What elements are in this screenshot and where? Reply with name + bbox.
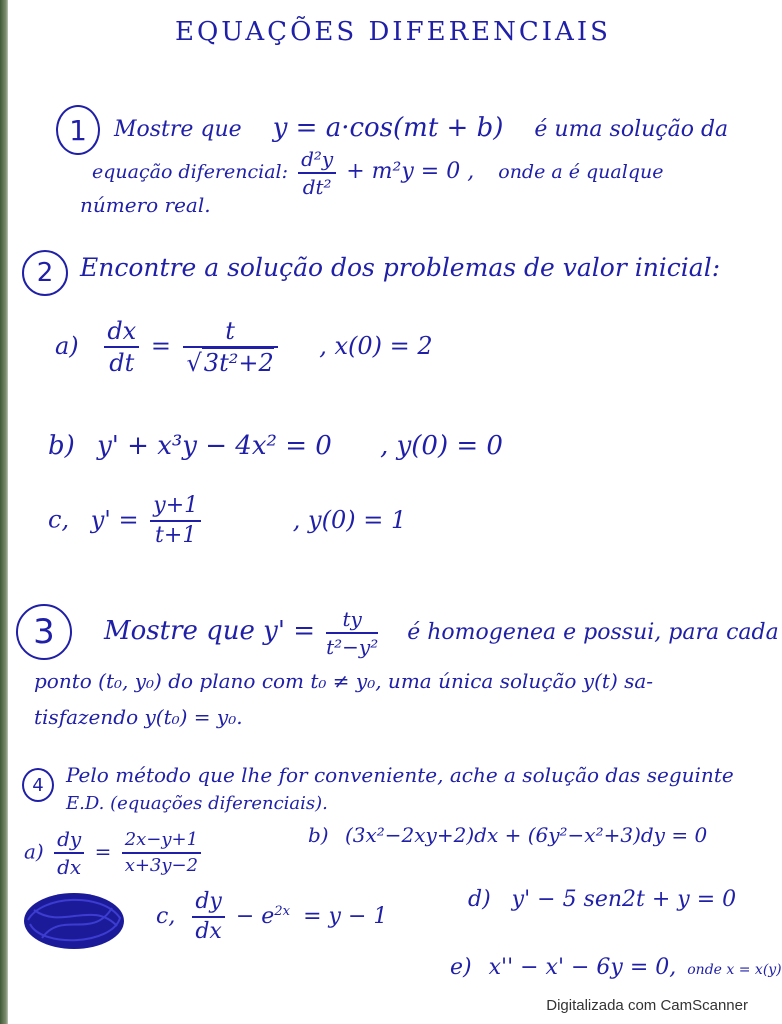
q1-line2-text: equação diferencial: [92,161,289,183]
q1-line2-eq: + m²y = 0 , [346,159,475,184]
q3-frac-bot: t²−y² [326,635,379,659]
q2a-sqrt-content: 3t²+2 [203,349,274,378]
q4c-lhs [192,890,225,944]
q2a-condition: , x(0) = 2 [319,331,433,360]
q2a: a) $\frac{dx}{dt}$ = $\frac{t}{\text{√3t²+2}}$ , x(0) = 2 [55,317,433,378]
q2a-label: a) [55,331,79,360]
q3-tail: é homogenea e possui, para cada [407,620,779,645]
q4e-equation: x'' − x' − 6y = 0, [488,955,677,980]
q2b [48,432,503,461]
q4-line2: E.D. (equações diferenciais). [66,793,328,814]
q4c-mid: − e [235,904,275,930]
question-number-1: 1 [56,105,100,155]
q3-line3: tisfazendo y(t₀) = y₀. [34,705,243,729]
q3-frac-top: ty [326,608,378,634]
q4c [156,890,387,944]
scribble-mark [22,890,126,952]
q4c-lhs-bot: dx [195,919,222,945]
q1-line2-tail: onde a é qualque [498,161,664,183]
q1-frac-bot: dt² [302,175,332,199]
q1-fraction [298,148,336,198]
question-number-2: 2 [22,250,68,296]
q4a-lhs-bot: dx [57,855,82,879]
q3-lead: Mostre que y' = [104,616,316,646]
q4b-label: b) [308,823,329,847]
q4d [468,888,736,912]
q4c-lhs-top: dy [192,890,225,918]
q1-line2 [92,148,663,198]
q2a-rhs [183,318,278,377]
q3-line2: ponto (t₀, y₀) do plano com t₀ ≠ y₀, uma única solução y(t) sa- [34,669,654,693]
q4a-lhs-top: dy [54,828,84,854]
q2c [48,494,406,548]
page-title: EQUAÇÕES DIFERENCIAIS [175,17,611,47]
q1-line1 [114,114,728,143]
q2-intro: Encontre a solução dos problemas de valor inicial: [80,253,721,282]
q1-line3: número real. [80,193,211,217]
q4e [450,956,782,980]
q2a-lhs [104,318,139,377]
q4-line1: Pelo método que lhe for conveniente, ache a solução das seguinte [66,763,734,787]
q4e-tail: onde x = x(y) [687,962,782,978]
q4d-equation: y' − 5 sen2t + y = 0 [511,887,737,912]
q4c-rhs: = y − 1 [303,904,388,930]
q2a-rhs-top: t [183,318,278,348]
question-number-4: 4 [22,768,54,802]
q4a-rhs-top: 2x−y+1 [122,830,201,854]
q4d-label: d) [468,887,491,912]
q3-line1 [104,608,779,658]
question-number-3: 3 [16,604,72,660]
q3-fraction [326,608,378,658]
scanner-watermark: Digitalizada com CamScanner [546,997,748,1014]
q2c-condition: , y(0) = 1 [292,505,407,534]
q2c-top: y+1 [150,494,201,522]
q4a-rhs-bot: x+3y−2 [124,855,199,876]
q2b-label: b) [48,431,75,461]
q1-equation: y = a·cos(mt + b) [272,113,504,143]
q2c-fraction [150,494,201,548]
q4a-label: a) [24,839,44,864]
q4b [308,824,707,846]
q2a-rhs-bot: √3t²+2 [186,349,274,378]
q4e-label: e) [450,955,472,980]
q4a-rhs [122,830,201,876]
q1-tail: é uma solução da [534,117,729,142]
q1-frac-top: d²y [298,148,336,174]
q1-text: Mostre que [114,117,242,142]
q2a-lhs-bot: dt [109,349,135,378]
q2c-lhs: y' = [90,505,139,534]
q4b-equation: (3x²−2xy+2)dx + (6y²−x²+3)dy = 0 [344,823,708,847]
q4c-exponent: 2x [274,903,291,919]
q4a: a) $\frac{dy}{dx}$ = $\frac{2x-y+1}{x+3y-2}$ [24,828,205,878]
q2c-bot: t+1 [155,523,197,549]
q2b-condition: , y(0) = 0 [380,431,503,461]
q2c-label: c, [48,505,70,534]
q2a-lhs-top: dx [104,318,139,348]
q2b-equation: y' + x³y − 4x² = 0 [97,431,332,461]
q4a-lhs [54,828,84,878]
q4c-label: c, [156,904,176,930]
